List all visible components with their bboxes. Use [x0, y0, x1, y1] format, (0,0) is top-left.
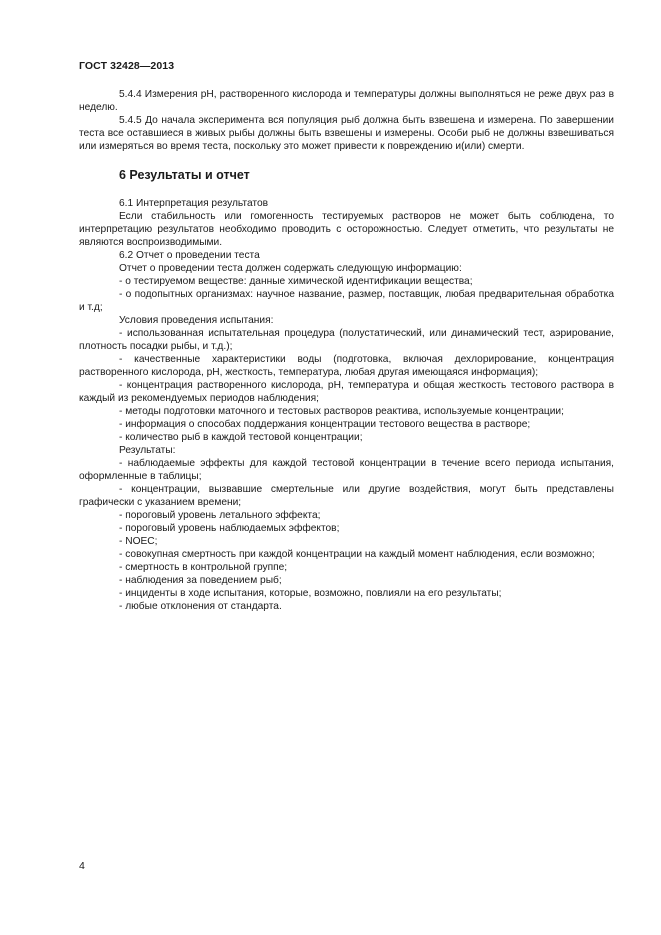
- page-number: 4: [79, 860, 85, 872]
- list-item: - смертность в контрольной группе;: [119, 562, 288, 573]
- list-item: - о подопытных организмах: научное название, размер, поставщик, любая предварительная обработка и т.д;: [79, 289, 614, 313]
- paragraph-5-4-5: 5.4.5 До начала эксперимента вся популяция рыб должна быть взвешена и измерена. По завершении теста все оставшиеся в живых рыбы должны быть взвешены и измерены. Особи рыб не должны взвешиваться или измеряться во время теста, поскольку это может привести к повреждению и(или) смерти.: [79, 115, 614, 152]
- list-item: - концентрация растворенного кислорода, pH, температура и общая жесткость тестового раствора в каждый из рекомендуемых периодов наблюдения;: [79, 380, 614, 404]
- list-item: - NOEC;: [119, 536, 158, 547]
- list-item: - инциденты в ходе испытания, которые, возможно, повлияли на его результаты;: [119, 588, 502, 599]
- paragraph: 6.2 Отчет о проведении теста: [119, 250, 260, 261]
- list-item: - использованная испытательная процедура (полустатический, или динамический тест, аэрирование, плотность посадки рыбы, и т.д.);: [79, 328, 614, 352]
- list-item: - о тестируемом веществе: данные химической идентификации вещества;: [119, 276, 473, 287]
- section-title: 6 Результаты и отчет: [119, 168, 250, 182]
- paragraph: 6.1 Интерпретация результатов: [119, 198, 269, 209]
- document-header: ГОСТ 32428—2013: [79, 60, 175, 72]
- document-body: [79, 88, 614, 613]
- paragraph-5-4-4: 5.4.4 Измерения pH, растворенного кислорода и температуры должны выполняться не реже двух раз в неделю.: [79, 89, 614, 113]
- paragraph: Отчет о проведении теста должен содержать следующую информацию:: [119, 263, 462, 274]
- list-item: - совокупная смертность при каждой концентрации на каждый момент наблюдения, если возможно;: [119, 549, 595, 560]
- list-item: - пороговый уровень летального эффекта;: [119, 510, 321, 521]
- paragraph: Результаты:: [119, 445, 176, 456]
- list-item: - методы подготовки маточного и тестовых растворов реактива, используемые концентрации;: [119, 406, 564, 417]
- list-item: - информация о способах поддержания концентрации тестового вещества в растворе;: [119, 419, 531, 430]
- list-item: - наблюдения за поведением рыб;: [119, 575, 282, 586]
- list-item: - количество рыб в каждой тестовой концентрации;: [119, 432, 363, 443]
- list-item: - концентрации, вызвавшие смертельные или другие воздействия, могут быть представлены графически с указанием времени;: [79, 484, 614, 508]
- list-item: - наблюдаемые эффекты для каждой тестовой концентрации в течение всего периода испытания, оформленные в таблицы;: [79, 458, 614, 482]
- list-item: - пороговый уровень наблюдаемых эффектов;: [119, 523, 340, 534]
- paragraph: Условия проведения испытания:: [119, 315, 274, 326]
- list-item: - любые отклонения от стандарта.: [119, 601, 282, 612]
- list-item: - качественные характеристики воды (подготовка, включая дехлорирование, концентрация растворенного кислорода, pH, жесткость, температура, любая другая имеющаяся информация);: [79, 354, 614, 378]
- paragraph: Если стабильность или гомогенность тестируемых растворов не может быть соблюдена, то интерпретацию результатов необходимо проводить с осторожностью. Следует отметить, что результаты не являются воспроизводимыми.: [79, 211, 614, 248]
